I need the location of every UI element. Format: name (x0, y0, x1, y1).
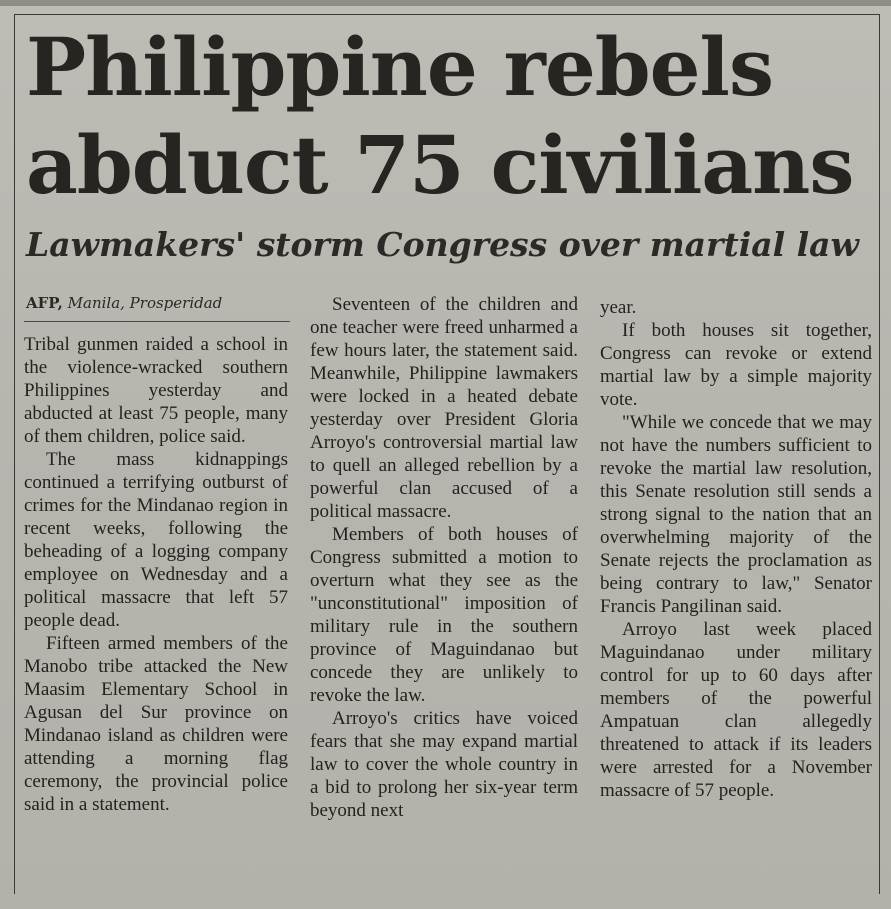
subheadline: Lawmakers' storm Congress over martial law (26, 225, 859, 264)
paragraph: year. (600, 297, 637, 318)
top-edge (0, 0, 891, 6)
byline-location: Manila, Prosperidad (67, 294, 223, 312)
paragraph: If both houses sit together, Congress can revoke or extend martial law by a simple majority vote. (600, 320, 872, 410)
paragraph: The mass kidnappings continued a terrifying outburst of crimes for the Mindanao region in recent weeks, following the beheading of a logging company employee on Wednesday and a political massacre that left 57 people dead. (24, 449, 288, 631)
paragraph: Arroyo last week placed Maguindanao under military control for up to 60 days after members of the powerful Ampatuan clan allegedly threatened to attack if its leaders were arrested for a November massacre of 57 people. (600, 619, 872, 801)
paragraph: Seventeen of the children and one teacher were freed unharmed a few hours later, the statement said. Meanwhile, Philippine lawmakers were locked in a heated debate yesterday over President Gloria Arroyo's controversial martial law to quell an alleged rebellion by a powerful clan accused of a political massacre. (310, 294, 578, 522)
paragraph: Tribal gunmen raided a school in the violence-wracked southern Philippines yesterday and abducted at least 75 people, many of them children, police said. (24, 334, 288, 447)
paragraph: Members of both houses of Congress submitted a motion to overturn what they see as the "unconstitutional" imposition of military rule in the southern province of Maguindanao but concede they are unlikely to revoke the law. (310, 524, 578, 706)
article-column-1 (24, 333, 288, 816)
article-column-2 (310, 293, 578, 822)
byline-agency: AFP, (26, 294, 63, 312)
paragraph: Fifteen armed members of the Manobo tribe attacked the New Maasim Elementary School in Agusan del Sur province on Mindanao island as children were attending a morning flag ceremony, the provincial police said in a statement. (24, 633, 288, 815)
paragraph: "While we concede that we may not have the numbers sufficient to revoke the martial law resolution, this Senate resolution still sends a strong signal to the nation that an overwhelming majority of the Senate rejects the proclamation as being contrary to law," Senator Francis Pangilinan said. (600, 412, 872, 617)
headline: Philippine rebels abduct 75 civilians (26, 20, 854, 212)
byline-rule (24, 321, 290, 322)
paragraph: Arroyo's critics have voiced fears that she may expand martial law to cover the whole country in a bid to prolong her six-year term beyond next (310, 708, 578, 821)
article-column-3 (600, 296, 872, 802)
byline (26, 294, 222, 312)
